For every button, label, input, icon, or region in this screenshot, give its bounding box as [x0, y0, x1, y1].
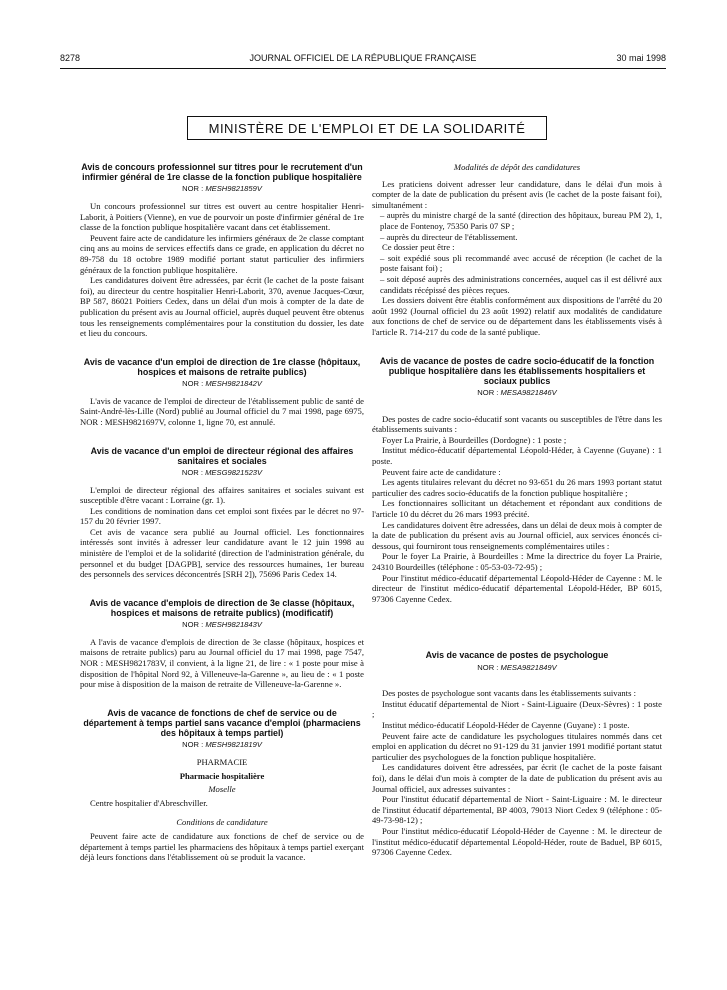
paragraph: Les agents titulaires relevant du décret no 93-651 du 26 mars 1993 portant statut particulier des cadres socio-éducatifs de la fonction publique hospitalière ;	[372, 477, 662, 498]
list-item: – auprès du directeur de l'établissement.	[380, 231, 518, 242]
section-concours-infirmier	[80, 162, 364, 339]
paragraph: Des postes de psychologue sont vacants dans les établissements suivants :	[382, 688, 636, 699]
section-title: Avis de vacance d'un emploi de direction de 1re classe (hôpitaux, hospices et maisons de retraite publics)	[83, 356, 361, 377]
section-vacance-direction-3e	[80, 598, 364, 690]
section-chef-service-pharmaciens	[80, 708, 364, 863]
subheading-pharmacie: PHARMACIE	[196, 757, 248, 768]
page-number: 8278	[60, 53, 81, 63]
section-title: Avis de vacance d'un emploi de directeur régional des affaires sanitaires et sociales	[90, 445, 354, 466]
paragraph: Peuvent faire acte de candidature les infirmiers généraux de 2e classe comptant cinq ans au moins de services effectifs dans ce grade, en application du décret no 89-758 du 18 octobre 1989 modifié portant statut particulier des infirmiers généraux de la fonction publique hospitalière.	[80, 232, 364, 275]
paragraph: Des postes de cadre socio-éducatif sont vacants ou susceptibles de l'être dans les établissements suivants :	[372, 413, 662, 435]
section-vacance-drass	[80, 446, 364, 580]
paragraph: Pour l'institut médico-éducatif départemental Léopold-Héder de Cayenne : M. le directeur de l'institut médico-éducatif départemental Léopold-Héder, BP 6015, 97306 Cayenne Cedex.	[372, 572, 662, 604]
paragraph: Peuvent faire acte de candidature les psychologues titulaires nommés dans cet emploi en application du décret no 91-129 du 31 janvier 1991 modifié portant statut particulier des psychologues de la fonction publique hospitalière.	[372, 730, 662, 762]
subheading-conditions: Conditions de candidature	[176, 817, 268, 828]
nor-reference: NOR : MESA9821849V	[477, 662, 557, 672]
paragraph: Pour l'institut éducatif départemental de Niort - Saint-Liguaire : M. le directeur de l'institut éducatif départemental, BP 4003, 79013 Niort Cedex 9 (téléphone : 05-49-73-98-12) ;	[372, 794, 662, 826]
paragraph: Cet avis de vacance sera publié au Journal officiel. Les fonctionnaires intéressés sont invités à adresser leur candidature avant le 12 juin 1998 au ministère de l'emploi et de la solidarité (direction de l'administration générale, du personnel et du budget [DAGPB], service des ressources humaines, 1er bureau des personnels des services déconcentrés [SRH 2]), 75696 Paris Cedex 14.	[80, 526, 364, 580]
section-title: Avis de vacance de fonctions de chef de service ou de département à temps partiel sans vacance d'emploi (pharmaciens des hôpitaux à temps partiel)	[83, 707, 361, 739]
section-title: Avis de vacance de postes de psychologue	[425, 650, 609, 661]
section-title: Avis de vacance d'emplois de direction de 3e classe (hôpitaux, hospices et maisons de retraite publics) (modificatif)	[89, 597, 355, 619]
paragraph: Les fonctionnaires sollicitant un détachement et répondant aux conditions de l'article 10 du décret du 26 mars 1993 précité.	[372, 498, 662, 520]
paragraph: Un concours professionnel sur titres est ouvert au centre hospitalier Henri-Laborit, à Poitiers (Vienne), en vue de pourvoir un poste d'infirmier général de 1re classe de la fonction publique hospitalière vacant dans cet établissement.	[80, 201, 364, 233]
list-item: Institut médico-éducatif Léopold-Héder de Cayenne (Guyane) : 1 poste.	[382, 719, 630, 730]
nor-reference: NOR : MESG9821523V	[181, 467, 263, 477]
section-cadre-socio-educatif	[372, 356, 662, 605]
nor-reference: NOR : MESH9821843V	[182, 620, 262, 630]
paragraph: Les candidatures doivent être adressées, par écrit (le cachet de la poste faisant foi), dans le délai d'un mois à compter de la date de publication du présent avis au Journal officiel, aux adresses suivantes :	[372, 762, 662, 794]
paragraph: Ce dossier peut être :	[382, 242, 455, 253]
section-psychologue	[372, 650, 662, 857]
nor-reference: NOR : MESH9821819V	[182, 740, 262, 750]
list-item: Institut médico-éducatif départemental Léopold-Héder, à Cayenne (Guyane) : 1 poste.	[372, 445, 662, 467]
nor-reference: NOR : MESA9821846V	[477, 388, 557, 398]
paragraph: Les candidatures doivent être adressées, par écrit (le cachet de la poste faisant foi), au directeur du centre hospitalier Henri-Laborit, 370, avenue Jacques-Cœur, BP 587, 86021 Poitiers Cedex, dans un délai d'un mois à compter de la date de publication du présent avis au Journal officiel, auprès duquel peuvent être obtenus tous les renseignements complémentaires pour la constitution du dossier, les date et lieu du concours.	[80, 275, 364, 339]
left-column	[80, 162, 364, 863]
list-item: – soit expédié sous pli recommandé avec accusé de réception (le cachet de la poste faisant foi) ;	[380, 252, 662, 274]
paragraph: Les candidatures doivent être adressées, dans un délai de deux mois à compter de la date de publication du présent avis au Journal officiel, aux services énoncés ci-dessous, qui fourniront tous renseignements complémentaires utiles :	[372, 519, 662, 551]
section-title: Avis de concours professionnel sur titres pour le recrutement d'un infirmier général de 1re classe de la fonction publique hospitalière	[81, 162, 363, 183]
issue-date: 30 mai 1998	[616, 53, 666, 63]
list-item: – soit déposé auprès des administrations concernées, auquel cas il est délivré aux candidats récépissé des pièces reçues.	[380, 273, 662, 295]
journal-title: JOURNAL OFFICIEL DE LA RÉPUBLIQUE FRANÇAISE	[249, 53, 477, 63]
paragraph: Centre hospitalier d'Abreschviller.	[90, 797, 208, 808]
paragraph: Les praticiens doivent adresser leur candidature, dans le délai d'un mois à compter de la date de publication du présent avis (le cachet de la poste faisant foi), simultanément :	[372, 178, 662, 210]
paragraph: Les dossiers doivent être établis conformément aux dispositions de l'arrêté du 20 août 1992 (Journal officiel du 23 août 1992) relatif aux modalités de candidature aux fonctions de chef de service ou de département dans les établissements visés à l'article R. 714-217 du code de la santé publique.	[372, 295, 662, 337]
paragraph: L'avis de vacance de l'emploi de directeur de l'établissement public de santé de Saint-André-lès-Lille (Nord) publié au Journal officiel du 7 mai 1998, page 6975, NOR : MESH9821697V, colonne 1, ligne 70, est annulé.	[80, 395, 364, 427]
subheading-modalites: Modalités de dépôt des candidatures	[453, 162, 581, 172]
ministry-title: MINISTÈRE DE L'EMPLOI ET DE LA SOLIDARITÉ	[187, 116, 547, 140]
paragraph: Peuvent faire acte de candidature :	[382, 466, 501, 477]
section-title: Avis de vacance de postes de cadre socio-éducatif de la fonction publique hospitalière dans les établissements hospitaliers et sociaux publics	[379, 355, 655, 386]
paragraph: L'emploi de directeur régional des affaires sanitaires et sociales suivant est susceptible d'être vacant : Lorraine (gr. 1).	[80, 484, 364, 506]
page-header	[60, 53, 666, 69]
nor-reference: NOR : MESH9821859V	[182, 184, 262, 194]
paragraph: A l'avis de vacance d'emplois de direction de 3e classe (hôpitaux, hospices et maisons de retraite publics) paru au Journal officiel du 17 mai 1998, page 7547, NOR : MESH9821783V, il convient, à la ligne 21, de lire : « 1 poste pour mise à disposition de l'hôpital Nord 92, à Villeneuve-la-Garenne », au lieu de : « 1 poste pour mise à disposition de la maison de retraite de Villeneuve-la-Garenne ».	[80, 636, 364, 690]
list-item: Institut éducatif départemental de Niort - Saint-Liguaire (Deux-Sèvres) : 1 poste ;	[372, 698, 662, 720]
section-vacance-direction-1re	[80, 357, 364, 428]
section-modalites-depot	[372, 162, 662, 338]
paragraph: Les conditions de nomination dans cet emploi sont fixées par le décret no 97-157 du 20 février 1997.	[80, 505, 364, 527]
right-column	[372, 162, 662, 858]
subheading-moselle: Moselle	[208, 784, 236, 795]
paragraph: Peuvent faire acte de candidature aux fonctions de chef de service ou de département à temps partiel les pharmaciens des hôpitaux à temps partiel exerçant déjà leurs fonctions dans l'établissement où se produit la vacance.	[80, 830, 364, 863]
list-item: – auprès du ministre chargé de la santé (direction des hôpitaux, bureau PM 2), 1, place de Fontenoy, 75350 Paris 07 SP ;	[380, 210, 662, 231]
subheading-pharmacie-hospitaliere: Pharmacie hospitalière	[179, 770, 265, 781]
nor-reference: NOR : MESH9821842V	[182, 379, 262, 389]
list-item: Foyer La Prairie, à Bourdeilles (Dordogne) : 1 poste ;	[382, 434, 567, 445]
paragraph: Pour le foyer La Prairie, à Bourdeilles : Mme la directrice du foyer La Prairie, 24310 Bourdeilles (téléphone : 05-53-03-72-95) ;	[372, 551, 662, 573]
header-rule	[60, 68, 666, 69]
paragraph: Pour l'institut médico-éducatif Léopold-Héder de Cayenne : M. le directeur de l'institut médico-éducatif départemental Léopold-Héder, route de Baduel, BP 6015, 97306 Cayenne Cedex.	[372, 825, 662, 858]
